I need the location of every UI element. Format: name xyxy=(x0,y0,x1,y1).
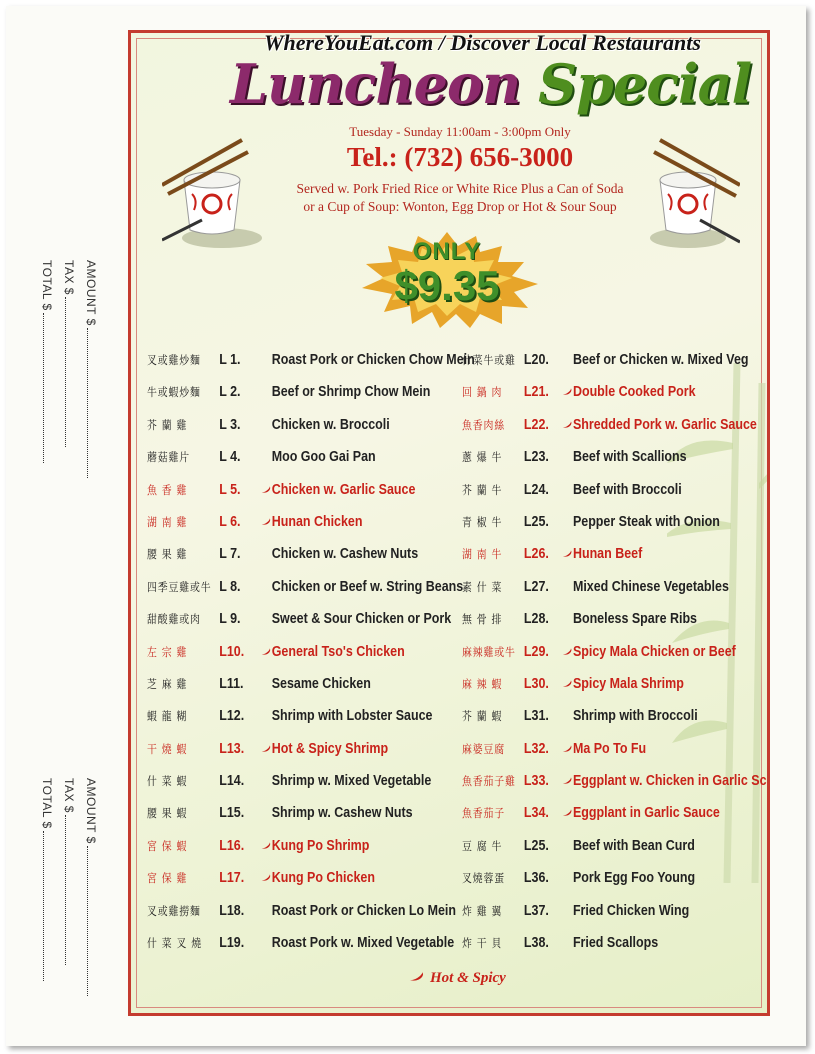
item-english-name: Double Cooked Pork xyxy=(572,384,696,401)
item-english-name: Shrimp with Lobster Sauce xyxy=(271,708,433,725)
menu-item xyxy=(462,376,780,408)
menu-column-right xyxy=(462,344,782,959)
item-english-name: Shrimp w. Cashew Nuts xyxy=(271,805,413,822)
item-code: L34. xyxy=(523,805,549,822)
chili-pepper-icon xyxy=(562,733,573,765)
menu-item xyxy=(147,830,487,862)
item-code: L28. xyxy=(523,611,549,628)
item-english-name: Hunan Beef xyxy=(572,546,643,563)
item-chinese-name: 什 菜 叉 燒 xyxy=(147,936,203,951)
item-chinese-name: 什 菜 蝦 xyxy=(147,774,188,789)
item-chinese-name: 魚香茄子雞 xyxy=(462,774,516,789)
item-english-name: Chicken or Beef w. String Beans xyxy=(271,578,464,595)
item-english-name: Pork Egg Foo Young xyxy=(572,870,696,887)
item-english-name: Fried Scallops xyxy=(572,935,659,952)
item-english-name: Eggplant w. Chicken in Garlic Sc xyxy=(572,773,767,790)
item-code: L32. xyxy=(523,740,549,757)
order-form-bottom xyxy=(36,778,102,1008)
menu-item xyxy=(462,474,780,506)
item-code: L 9. xyxy=(219,611,241,628)
menu-item xyxy=(462,409,780,441)
item-code: L 6. xyxy=(219,513,241,530)
amount-line: AMOUNT $ xyxy=(80,260,102,490)
chili-pepper-icon xyxy=(562,668,573,700)
item-chinese-name: 蔥 爆 牛 xyxy=(462,450,503,465)
menu-item xyxy=(147,668,487,700)
item-chinese-name: 炸 雞 翼 xyxy=(462,903,503,918)
menu-item xyxy=(147,571,487,603)
item-english-name: Kung Po Chicken xyxy=(271,870,375,887)
menu-item xyxy=(147,636,487,668)
item-code: L31. xyxy=(523,708,549,725)
item-english-name: Ma Po To Fu xyxy=(572,740,647,757)
item-chinese-name: 無 骨 排 xyxy=(462,612,503,627)
item-code: L18. xyxy=(219,902,245,919)
item-code: L26. xyxy=(523,546,549,563)
item-english-name: Beef with Bean Curd xyxy=(572,837,695,854)
item-chinese-name: 叉或雞撈麵 xyxy=(147,903,201,918)
item-code: L36. xyxy=(523,870,549,887)
item-chinese-name: 芥 蘭 蝦 xyxy=(462,709,503,724)
item-english-name: Sesame Chicken xyxy=(271,675,371,692)
item-chinese-name: 湖 南 牛 xyxy=(462,547,503,562)
item-chinese-name: 腰 果 蝦 xyxy=(147,806,188,821)
item-code: L38. xyxy=(523,935,549,952)
item-chinese-name: 魚香茄子 xyxy=(462,806,505,821)
item-code: L19. xyxy=(219,935,245,952)
item-english-name: Roast Pork or Chicken Lo Mein xyxy=(271,902,457,919)
item-english-name: Roast Pork w. Mixed Vegetable xyxy=(271,935,455,952)
order-form-top xyxy=(36,260,102,490)
chili-pepper-icon xyxy=(562,797,573,829)
item-chinese-name: 回 鍋 肉 xyxy=(462,385,503,400)
item-english-name: Hot & Spicy Shrimp xyxy=(271,740,389,757)
item-chinese-name: 叉燒蓉蛋 xyxy=(462,871,505,886)
menu-item xyxy=(147,927,487,959)
item-code: L21. xyxy=(523,384,549,401)
chili-pepper-icon xyxy=(261,830,272,862)
item-code: L16. xyxy=(219,837,245,854)
menu-item xyxy=(462,441,780,473)
chili-pepper-icon xyxy=(562,538,573,570)
item-chinese-name: 湖 南 雞 xyxy=(147,514,188,529)
item-code: L33. xyxy=(523,773,549,790)
item-chinese-name: 豆 腐 牛 xyxy=(462,838,503,853)
item-chinese-name: 蝦 龍 糊 xyxy=(147,709,188,724)
total-line: TOTAL $ xyxy=(36,778,58,1008)
phone-number: Tel.: (732) 656-3000 xyxy=(346,142,574,172)
chili-pepper-icon xyxy=(408,970,424,987)
promo-only: ONLY xyxy=(412,238,482,265)
item-chinese-name: 麻 辣 蝦 xyxy=(462,676,503,691)
chili-pepper-icon xyxy=(562,376,573,408)
item-chinese-name: 魚 香 雞 xyxy=(147,482,188,497)
item-code: L 8. xyxy=(219,578,241,595)
item-code: L20. xyxy=(523,352,549,368)
item-chinese-name: 麻辣雞或牛 xyxy=(462,644,516,659)
item-code: L 3. xyxy=(219,416,241,433)
item-chinese-name: 芥 蘭 牛 xyxy=(462,482,503,497)
menu-item xyxy=(462,895,780,927)
item-english-name: Moo Goo Gai Pan xyxy=(271,449,376,466)
menu-item xyxy=(147,733,487,765)
item-code: L37. xyxy=(523,902,549,919)
item-chinese-name: 芝 麻 雞 xyxy=(147,676,188,691)
item-chinese-name: 干 燒 蝦 xyxy=(147,741,188,756)
item-chinese-name: 左 宗 雞 xyxy=(147,644,188,659)
item-chinese-name: 青 椒 牛 xyxy=(462,514,503,529)
item-chinese-name: 魚香肉絲 xyxy=(462,417,505,432)
item-english-name: Shrimp with Broccoli xyxy=(572,708,698,725)
menu-item xyxy=(147,409,487,441)
item-code: L23. xyxy=(523,449,549,466)
menu-item xyxy=(462,538,780,570)
menu-item xyxy=(462,603,780,635)
item-english-name: Hunan Chicken xyxy=(271,513,363,530)
item-chinese-name: 宮 保 雞 xyxy=(147,871,188,886)
item-english-name: Pepper Steak with Onion xyxy=(572,513,720,530)
soup-cup-icon xyxy=(162,130,262,250)
item-chinese-name: 素 什 菜 xyxy=(462,579,503,594)
chili-pepper-icon xyxy=(261,636,272,668)
item-english-name: General Tso's Chicken xyxy=(271,643,405,660)
page-title: Luncheon Special xyxy=(230,52,752,116)
chili-pepper-icon xyxy=(261,506,272,538)
served-with-text: Served w. Pork Fried Rice or White Rice Plus a Can of Soda or a Cup of Soup: Wonton, Egg Drop or Hot & Sour Soup xyxy=(296,181,624,214)
tax-line: TAX $ xyxy=(58,260,80,490)
menu-item xyxy=(147,895,487,927)
item-code: L24. xyxy=(523,481,549,498)
menu-column-left xyxy=(147,344,487,959)
item-code: L29. xyxy=(523,643,549,660)
item-code: L15. xyxy=(219,805,245,822)
menu-item xyxy=(147,506,487,538)
menu-item xyxy=(462,344,780,376)
menu-item xyxy=(147,538,487,570)
item-chinese-name: 叉或雞炒麵 xyxy=(147,353,201,367)
item-english-name: Spicy Mala Shrimp xyxy=(572,675,684,692)
item-chinese-name: 炸 干 貝 xyxy=(462,936,503,951)
menu-item xyxy=(147,797,487,829)
menu-item xyxy=(147,441,487,473)
chili-pepper-icon xyxy=(261,862,272,894)
promo-price: $9.35 xyxy=(394,262,500,309)
item-code: L30. xyxy=(523,675,549,692)
item-code: L17. xyxy=(219,870,245,887)
menu-item xyxy=(462,636,780,668)
item-english-name: Kung Po Shrimp xyxy=(271,837,370,854)
chili-pepper-icon xyxy=(261,733,272,765)
item-english-name: Chicken w. Cashew Nuts xyxy=(271,546,419,563)
menu-item xyxy=(147,474,487,506)
item-code: L 1. xyxy=(219,352,241,368)
item-chinese-name: 四季豆雞或牛 xyxy=(147,579,212,594)
item-english-name: Beef with Scallions xyxy=(572,449,687,466)
item-english-name: Chicken w. Garlic Sauce xyxy=(271,481,416,498)
menu-item xyxy=(147,765,487,797)
chili-pepper-icon xyxy=(261,474,272,506)
menu-item xyxy=(462,797,780,829)
item-chinese-name: 麻婆豆腐 xyxy=(462,741,505,756)
order-form-strip xyxy=(6,6,134,1046)
item-code: L14. xyxy=(219,773,245,790)
item-english-name: Mixed Chinese Vegetables xyxy=(572,578,729,595)
item-english-name: Boneless Spare Ribs xyxy=(572,611,697,628)
menu-item xyxy=(462,733,780,765)
item-english-name: Spicy Mala Chicken or Beef xyxy=(572,643,736,660)
item-english-name: Fried Chicken Wing xyxy=(572,902,690,919)
menu-item xyxy=(462,700,780,732)
item-chinese-name: 宮 保 蝦 xyxy=(147,838,188,853)
menu-item xyxy=(462,668,780,700)
chili-pepper-icon xyxy=(562,636,573,668)
item-english-name: Eggplant in Garlic Sauce xyxy=(572,805,720,822)
item-chinese-name: 什菜牛或雞 xyxy=(462,353,516,367)
item-code: L27. xyxy=(523,578,549,595)
item-code: L11. xyxy=(219,675,244,692)
chili-pepper-icon xyxy=(562,409,573,441)
item-code: L 7. xyxy=(219,546,241,563)
watermark-text: WhereYouEat.com / Discover Local Restaurants xyxy=(264,30,701,55)
total-line: TOTAL $ xyxy=(36,260,58,490)
item-english-name: Beef or Shrimp Chow Mein xyxy=(271,384,431,401)
item-english-name: Beef or Chicken w. Mixed Veg xyxy=(572,352,749,368)
menu-item xyxy=(462,765,780,797)
item-code: L 2. xyxy=(219,384,241,401)
menu-item xyxy=(147,700,487,732)
item-code: L 4. xyxy=(219,449,241,466)
amount-line: AMOUNT $ xyxy=(80,778,102,1008)
item-english-name: Chicken w. Broccoli xyxy=(271,416,390,433)
menu-item xyxy=(147,862,487,894)
item-chinese-name: 腰 果 雞 xyxy=(147,547,188,562)
tax-line: TAX $ xyxy=(58,778,80,1008)
item-english-name: Shrimp w. Mixed Vegetable xyxy=(271,773,432,790)
item-chinese-name: 牛或蝦炒麵 xyxy=(147,385,201,400)
menu-item xyxy=(147,344,487,376)
item-code: L13. xyxy=(219,740,245,757)
menu-item xyxy=(462,571,780,603)
item-chinese-name: 蘑菇雞片 xyxy=(147,450,190,465)
menu-item xyxy=(147,376,487,408)
item-english-name: Sweet & Sour Chicken or Pork xyxy=(271,611,452,628)
hot-spicy-legend: Hot & Spicy xyxy=(408,970,506,987)
item-code: L25. xyxy=(523,513,549,530)
item-code: L25. xyxy=(523,837,549,854)
item-code: L22. xyxy=(523,416,549,433)
item-code: L12. xyxy=(219,708,245,725)
item-chinese-name: 甜酸雞或肉 xyxy=(147,612,201,627)
menu-item xyxy=(462,830,780,862)
item-chinese-name: 芥 蘭 雞 xyxy=(147,417,188,432)
item-code: L 5. xyxy=(219,481,241,498)
soup-cup-icon xyxy=(640,130,740,250)
item-code: L10. xyxy=(219,643,245,660)
item-english-name: Beef with Broccoli xyxy=(572,481,682,498)
item-english-name: Roast Pork or Chicken Chow Mein xyxy=(271,352,475,368)
menu-item xyxy=(147,603,487,635)
hours-text: Tuesday - Sunday 11:00am - 3:00pm Only xyxy=(349,124,571,139)
item-english-name: Shredded Pork w. Garlic Sauce xyxy=(572,416,757,433)
menu-item xyxy=(462,506,780,538)
chili-pepper-icon xyxy=(562,765,573,797)
menu-item xyxy=(462,862,780,894)
menu-item xyxy=(462,927,780,959)
